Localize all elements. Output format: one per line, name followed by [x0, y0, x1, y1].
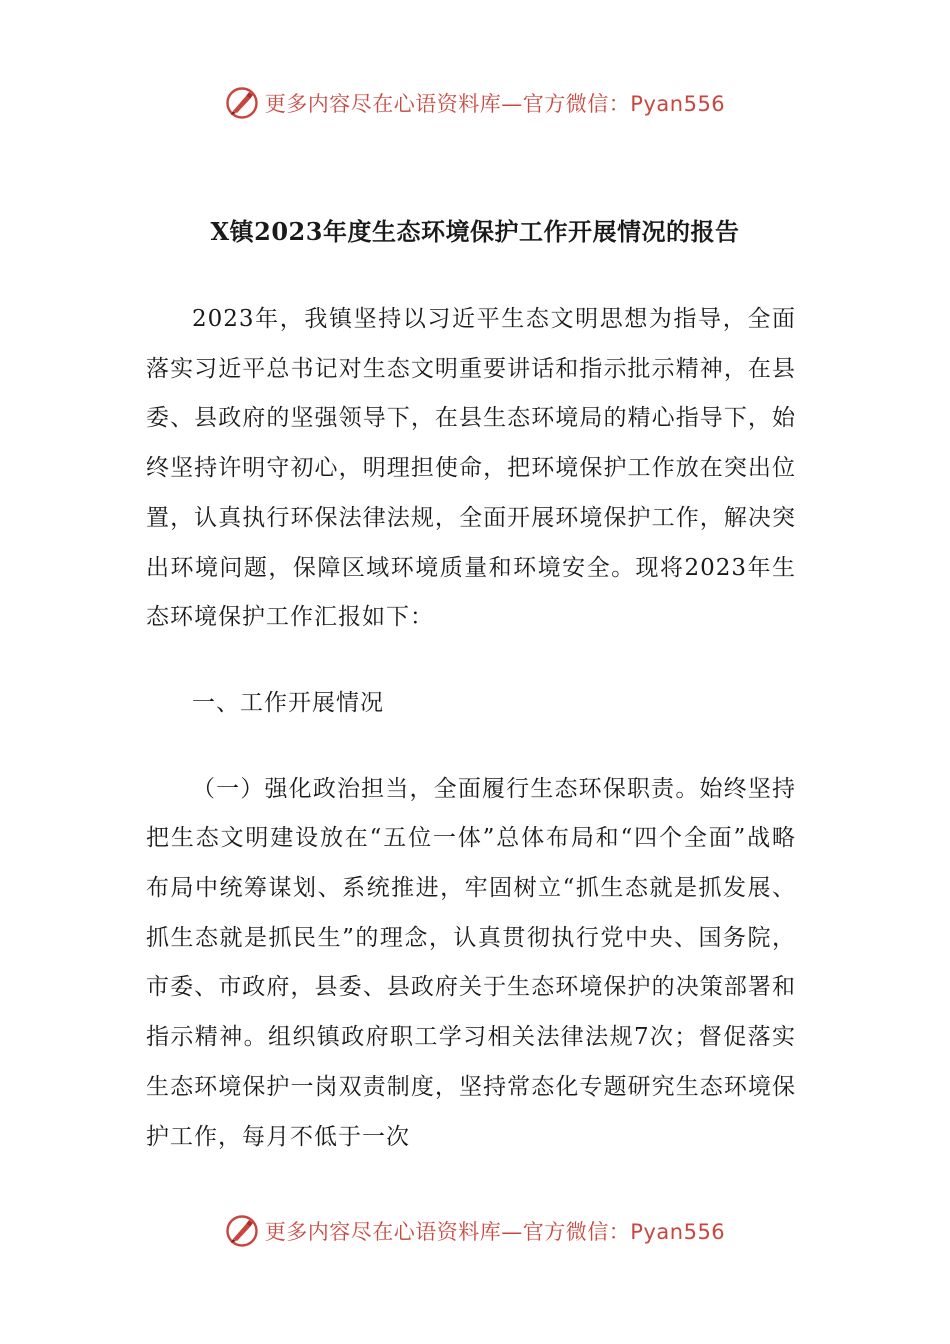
- watermark-text: 更多内容尽在心语资料库—官方微信：Pyan556: [264, 92, 726, 116]
- pen-circle-logo-icon: [225, 1214, 259, 1248]
- section-paragraph: （一）强化政治担当，全面履行生态环保职责。始终坚持把生态文明建设放在“五位一体”总体布局和“四个全面”战略布局中统筹谋划、系统推进，牢固树立“抓生态就是抓发展、抓生态就是抓民生”的理念，认真贯彻执行党中央、国务院，市委、市政府，县委、县政府关于生态环境保护的决策部署和指示精神。组织镇政府职工学习相关法律法规7次；督促落实生态环境保护一岗双责制度，坚持常态化专题研究生态环境保护工作，每月不低于一次: [146, 775, 796, 1150]
- document-body: [146, 295, 796, 1162]
- intro-paragraph: 2023年，我镇坚持以习近平生态文明思想为指导，全面落实习近平总书记对生态文明重要讲话和指示批示精神，在县委、县政府的坚强领导下，在县生态环境局的精心指导下，始终坚持许明守初心，明理担使命，把环境保护工作放在突出位置，认真执行环保法律法规，全面开展环境保护工作，解决突出环境问题，保障区域环境质量和环境安全。现将2023年生态环境保护工作汇报如下：: [146, 306, 796, 631]
- document-title: X镇2023年度生态环境保护工作开展情况的报告: [210, 217, 740, 246]
- watermark-text: 更多内容尽在心语资料库—官方微信：Pyan556: [264, 1220, 726, 1244]
- bottom-watermark-banner: [0, 1211, 950, 1251]
- section-heading: 一、工作开展情况: [192, 689, 384, 716]
- top-watermark-banner: [0, 83, 950, 123]
- pen-circle-logo-icon: [225, 86, 259, 120]
